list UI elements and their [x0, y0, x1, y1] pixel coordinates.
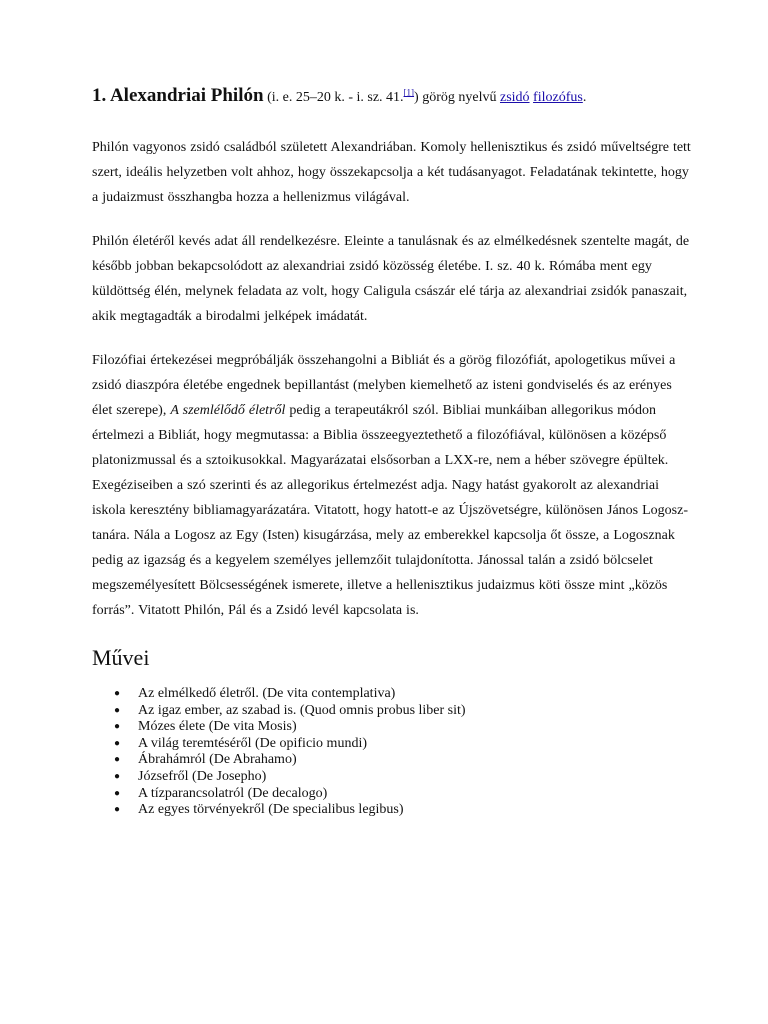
list-item — [114, 719, 692, 736]
list-item — [114, 736, 692, 753]
list-item-text: Az egyes törvényekről (De specialibus legibus) — [138, 802, 404, 818]
paragraph-3-part-a: Filozófiai értekezései megpróbálják összehangolni a Bibliát és a görög filozófiát, apologetikus művei a zsidó diaszpóra életébe engednek bepillantást (melyben kiemelhető az isteni gondviselés és az erényes élet szerepe), — [92, 352, 676, 418]
list-item-text: Az igaz ember, az szabad is. (Quod omnis probus liber sit) — [138, 702, 466, 718]
list-item — [114, 686, 692, 703]
bullet-icon: ● — [114, 737, 121, 749]
heading-end: . — [582, 90, 587, 105]
reference-link[interactable]: [1] — [403, 87, 415, 98]
works-heading: Művei — [92, 644, 150, 670]
list-item-text: Ábrahámról (De Abrahamo) — [138, 752, 297, 768]
document-page — [92, 84, 692, 819]
paragraph-3-part-b: pedig a terapeutákról szól. Bibliai munkáiban allegorikus módon értelmezi a Bibliát, hogy megmutassa: a Biblia összeegyeztethető a filozófiával, különösen a középső platonizmussal és a sztoikusokkal. Magyarázatai elsősorban a LXX-re, nem a héber szövegre épültek. Exegéziseiben a szó szerinti és az allegorikus értelmezést adja. Nagy hatást gyakorolt az alexandriai iskola keresztény bibliamagyarázatára. Vitatott, hogy hatott-e az Újszövetségre, különösen János Logosz-tanára. Nála a Logosz az Egy (Isten) kisugárzása, mely az emberekkel kapcsolja őt össze, a Logosznak pedig az igazság és a kegyelem személyes jellemzőit tulajdonította. Jánossal talán a zsidó bölcselet megszemélyesített Bölcsességének ismerete, illetve a hellenisztikus judaizmus köti össze mint „közös forrás”. Vitatott Philón, Pál és a Zsidó levél kapcsolata is. — [92, 402, 688, 618]
paragraph-3 — [92, 348, 692, 623]
link-filozofus[interactable]: filozófus — [533, 90, 583, 105]
list-item-text: A tízparancsolatról (De decalogo) — [138, 785, 328, 801]
article-title: 1. Alexandriai Philón — [92, 85, 264, 106]
reference-marker[interactable] — [404, 87, 415, 97]
bullet-icon: ● — [114, 804, 121, 816]
paragraph-1: Philón vagyonos zsidó családból született Alexandriában. Komoly hellenisztikus és zsidó műveltségre tett szert, ideális helyzetben volt ahhoz, hogy összekapcsolja a két tudásanyagot. Feladatának tekintette, hogy a judaizmust összhangba hozza a hellenizmus világával. — [92, 139, 691, 205]
paragraph-2: Philón életéről kevés adat áll rendelkezésre. Eleinte a tanulásnak és az elmélkedésnek szentelte magát, de később jobban bekapcsolódott az alexandriai zsidó közösség életébe. I. sz. 40 k. Rómába ment egy küldöttség élén, melynek feladata az volt, hogy Caligula császár elé tárja az alexandriai zsidók panaszait, akik megtagadták a birodalmi jelképek imádatát. — [92, 233, 690, 324]
link-zsido[interactable]: zsidó — [499, 90, 530, 105]
article-heading — [92, 84, 692, 109]
bullet-icon: ● — [114, 688, 121, 700]
bullet-icon: ● — [114, 787, 121, 799]
list-item-text: Mózes élete (De vita Mosis) — [138, 719, 297, 735]
works-list — [92, 686, 692, 819]
heading-descriptor: ) görög nyelvű — [414, 90, 500, 105]
list-item-text: Józsefről (De Josepho) — [138, 769, 267, 785]
bullet-icon: ● — [114, 721, 121, 733]
list-item — [114, 752, 692, 769]
list-item — [114, 802, 692, 819]
bullet-icon: ● — [114, 754, 121, 766]
bullet-icon: ● — [114, 704, 121, 716]
list-item-text: Az elmélkedő életről. (De vita contemplativa) — [138, 686, 396, 702]
bullet-icon: ● — [114, 771, 121, 783]
list-item — [114, 786, 692, 803]
list-item — [114, 703, 692, 720]
list-item — [114, 769, 692, 786]
list-item-text: A világ teremtéséről (De opificio mundi) — [138, 735, 367, 751]
italic-work-title: A szemlélődő életről — [170, 402, 286, 418]
heading-dates: (i. e. 25–20 k. - i. sz. 41. — [263, 90, 404, 105]
